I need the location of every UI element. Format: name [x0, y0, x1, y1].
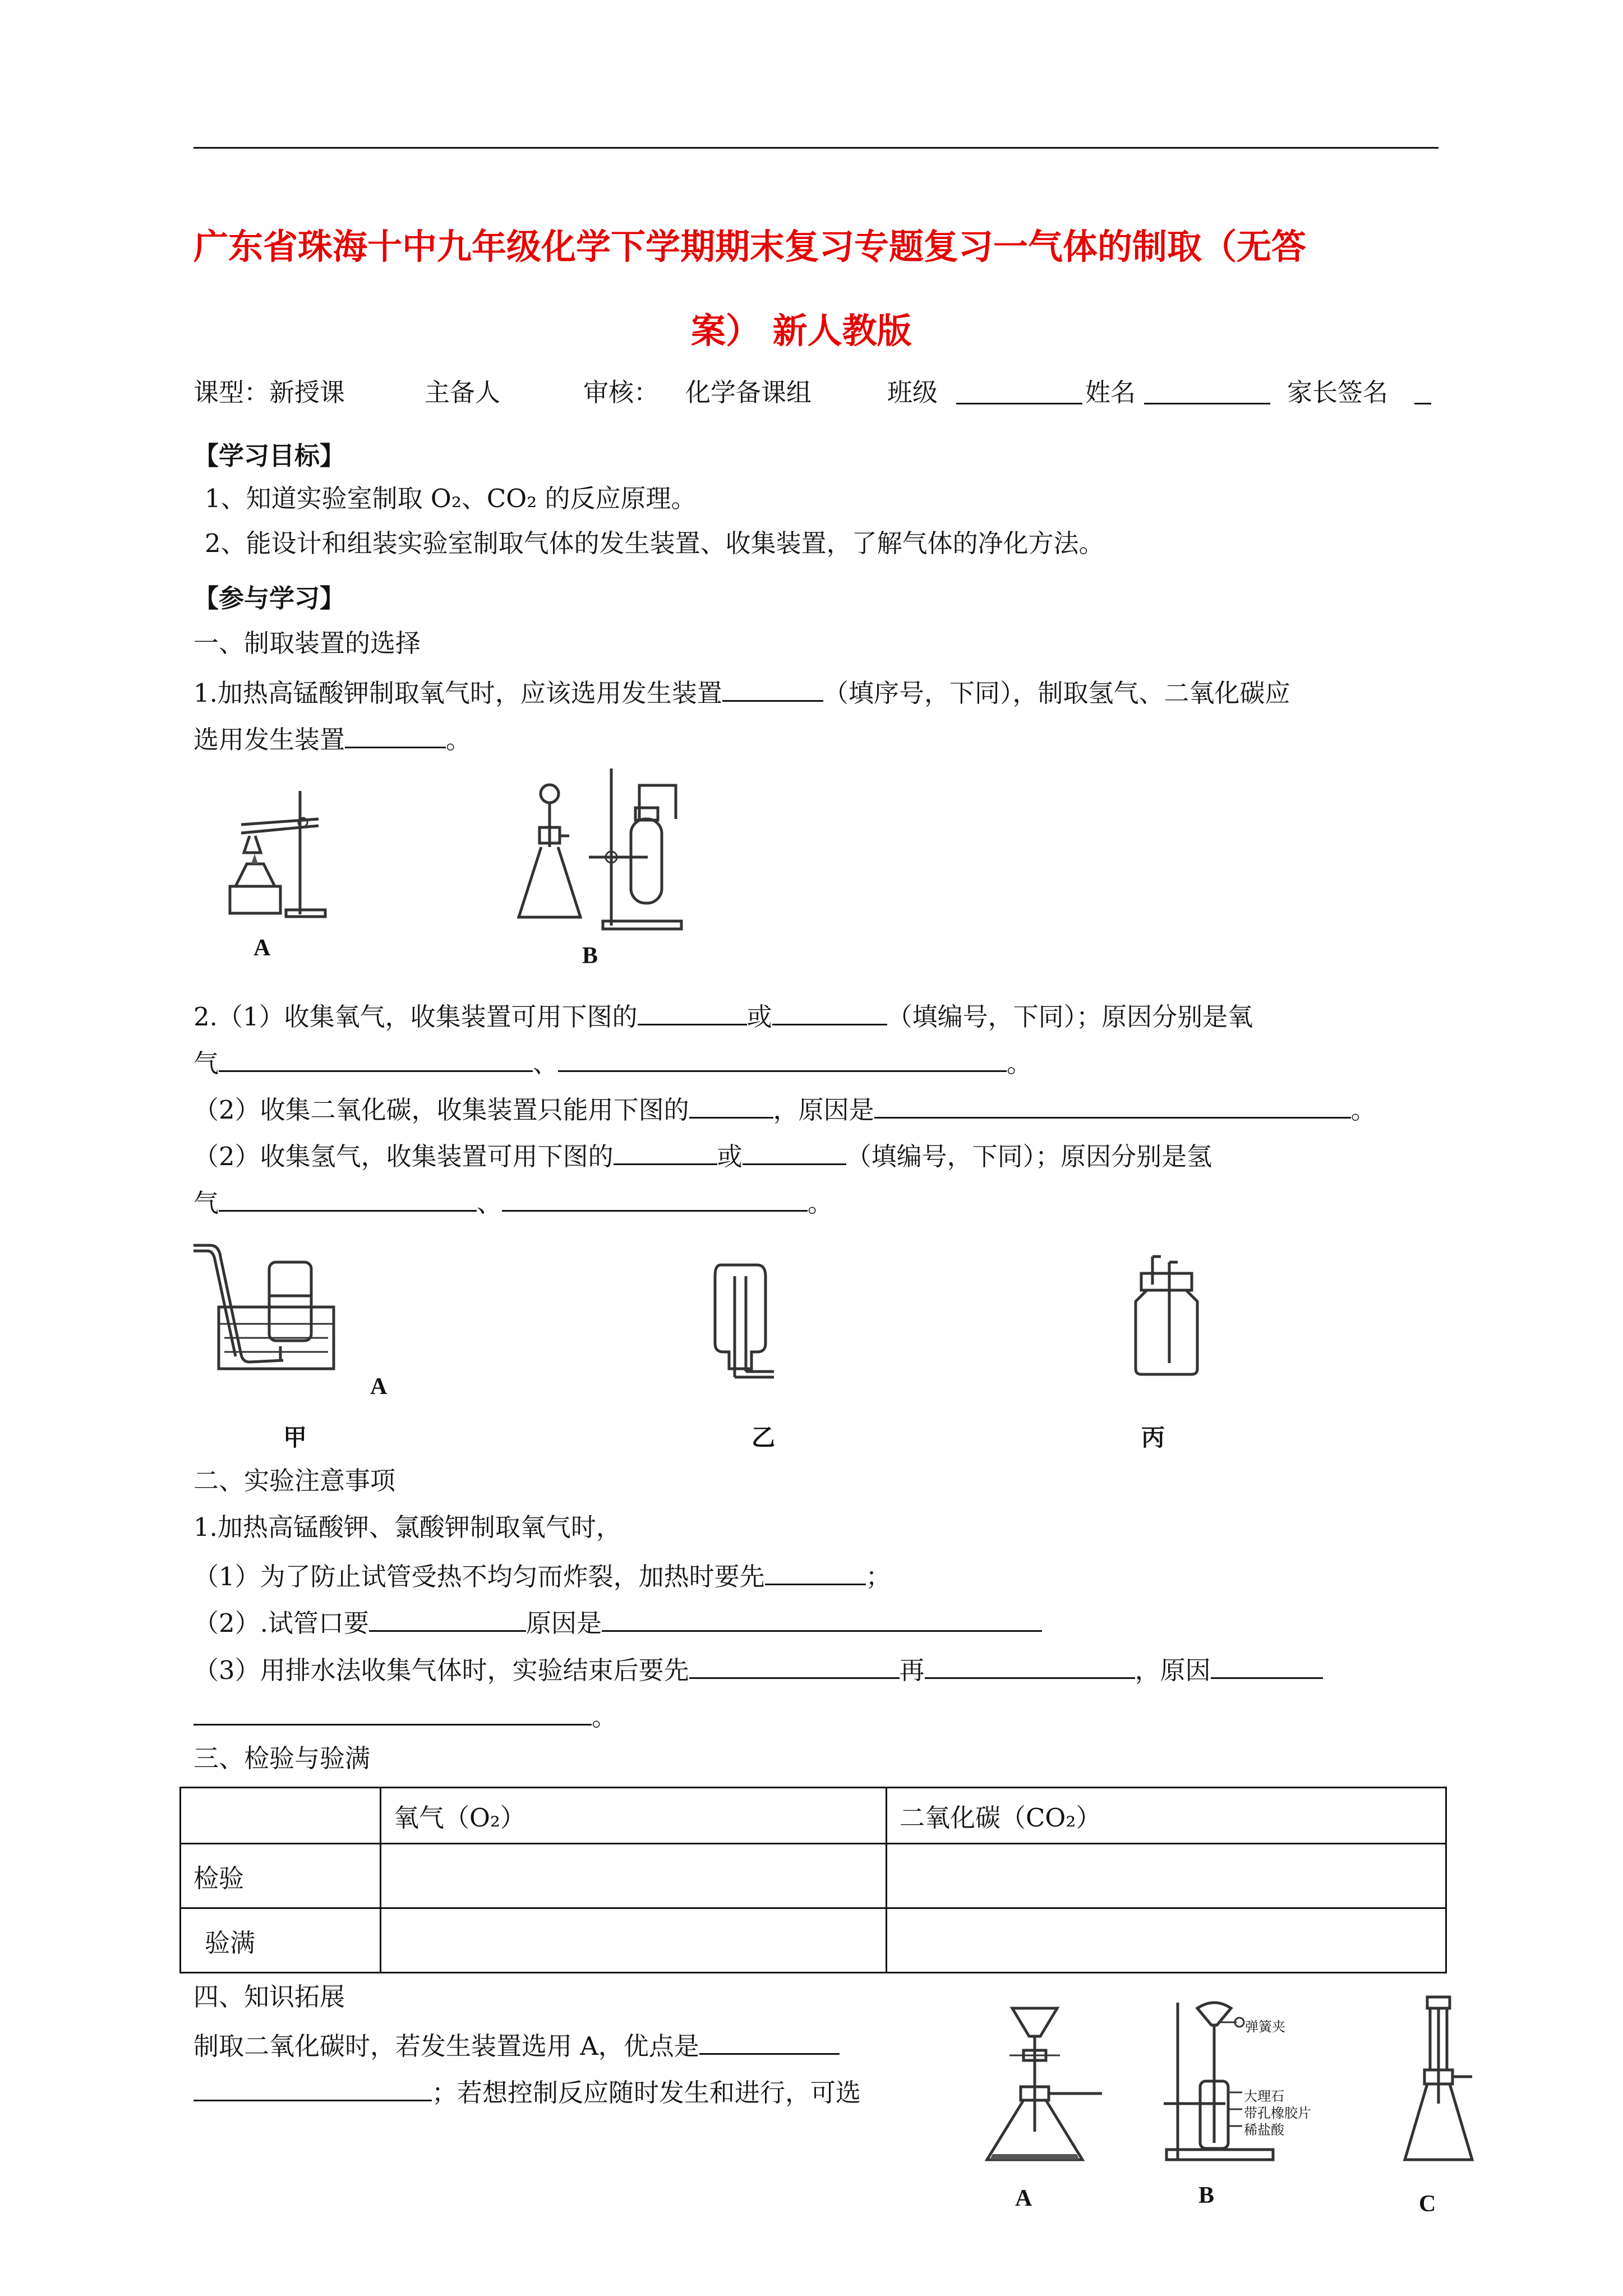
class-blank: [956, 403, 1082, 404]
fig3-annot-marble: 大理石: [1244, 2088, 1284, 2104]
part4-line2: ；若想控制反应随时发生和进行，可选: [193, 2077, 861, 2105]
fig2-label-yi: 乙: [751, 1425, 776, 1451]
test-table: [179, 1787, 1447, 1973]
meta-lead: 主备人: [425, 378, 501, 407]
table-corner-cell: [181, 1788, 381, 1844]
q2-1-line2: 气 、 。: [193, 1048, 1032, 1078]
goal-item-1: 1、知道实验室制取 O₂、CO₂ 的反应原理。: [205, 484, 697, 513]
q1-line2: 选用发生装置 。: [193, 725, 472, 754]
meta-review: 审核：: [583, 378, 660, 407]
q2-3-line2: 气 、 。: [193, 1188, 833, 1218]
fig2-label-bing: 丙: [1141, 1425, 1165, 1451]
table-header-co2: 二氧化碳（CO₂）: [887, 1788, 1446, 1844]
part2-s3-line1: （3）用排水法收集气体时，实验结束后要先 再 ，原因: [193, 1655, 1323, 1683]
part2-s3-line2: 。: [193, 1701, 617, 1729]
header-rule: [193, 147, 1438, 149]
table-cell: [887, 1844, 1446, 1908]
q2-3-line1: （2）收集氢气，收集装置可用下图的 或 （填编号，下同）；原因分别是氢: [193, 1142, 1212, 1171]
part3-title: 三、检验与验满: [193, 1743, 371, 1773]
apparatus-b-diagram: [508, 763, 704, 931]
meta-name-label: 姓名: [1085, 378, 1136, 407]
table-cell: [381, 1844, 887, 1908]
goal-item-2: 2、能设计和组装实验室制取气体的发生装置、收集装置，了解气体的净化方法。: [205, 528, 1104, 558]
part4-title: 四、知识拓展: [193, 1982, 345, 2012]
part4-line1: 制取二氧化碳时，若发生装置选用 A，优点是: [193, 2031, 840, 2059]
q1-line1: 1.加热高锰酸钾制取氧气时，应该选用发生装置 （填序号，下同），制取氢气、二氧化碳应: [193, 678, 1290, 708]
fig3-label-b: B: [1198, 2183, 1215, 2208]
fig3-label-a: A: [1015, 2185, 1032, 2211]
part2-q1: 1.加热高锰酸钾、氯酸钾制取氧气时，: [193, 1512, 621, 1542]
q2-2-line: （2）收集二氧化碳，收集装置只能用下图的 ，原因是 。: [193, 1095, 1376, 1125]
meta-course-type: 课型：新授课: [193, 378, 345, 407]
fig2-label-a: A: [370, 1374, 388, 1400]
goals-heading: 【学习目标】: [193, 441, 345, 471]
page-title-line1: 广东省珠海十中九年级化学下学期期末复习专题复习一气体的制取（无答: [193, 226, 1307, 267]
generator-a-diagram: [979, 2003, 1108, 2171]
part2-title: 二、实验注意事项: [193, 1466, 396, 1496]
name-blank: [1144, 403, 1270, 404]
fig2-label-jia: 甲: [283, 1425, 307, 1451]
fig3-annot-clip: 弹簧夹: [1245, 2019, 1285, 2035]
upward-air-displacement-diagram: [712, 1259, 780, 1388]
table-cell: [887, 1908, 1446, 1973]
fig1-label-b: B: [582, 943, 598, 969]
q2-1-line1: 2.（1）收集氧气，收集装置可用下图的 或 （填编号，下同）；原因分别是氧: [193, 1002, 1253, 1032]
meta-class-label: 班级: [887, 378, 938, 407]
parent-blank: [1414, 403, 1431, 404]
page-title-line2: 案） 新人教版: [691, 310, 912, 351]
part2-s2: （2）.试管口要 原因是: [193, 1608, 1042, 1636]
table-header-oxygen: 氧气（O₂）: [381, 1788, 887, 1844]
participate-heading: 【参与学习】: [193, 583, 345, 613]
part1-title: 一、制取装置的选择: [193, 628, 421, 658]
meta-review-group: 化学备课组: [685, 378, 812, 407]
water-displacement-diagram: [193, 1234, 345, 1374]
fig3-annot-acid: 稀盐酸: [1244, 2122, 1284, 2138]
apparatus-a-diagram: [219, 780, 331, 920]
fig3-label-c: C: [1419, 2191, 1436, 2217]
fig1-label-a: A: [253, 935, 271, 961]
downward-air-displacement-diagram: [1130, 1251, 1203, 1380]
part2-s1: （1）为了防止试管受热不均匀而炸裂，加热时要先 ；: [193, 1562, 891, 1591]
table-row-test: 检验: [181, 1844, 381, 1908]
fig3-annot-plate: 带孔橡胶片: [1244, 2105, 1311, 2121]
meta-parent-label: 家长签名: [1287, 378, 1389, 407]
generator-c-diagram: [1402, 1991, 1475, 2171]
table-row-full: 验满: [181, 1908, 381, 1973]
table-cell: [381, 1908, 887, 1973]
